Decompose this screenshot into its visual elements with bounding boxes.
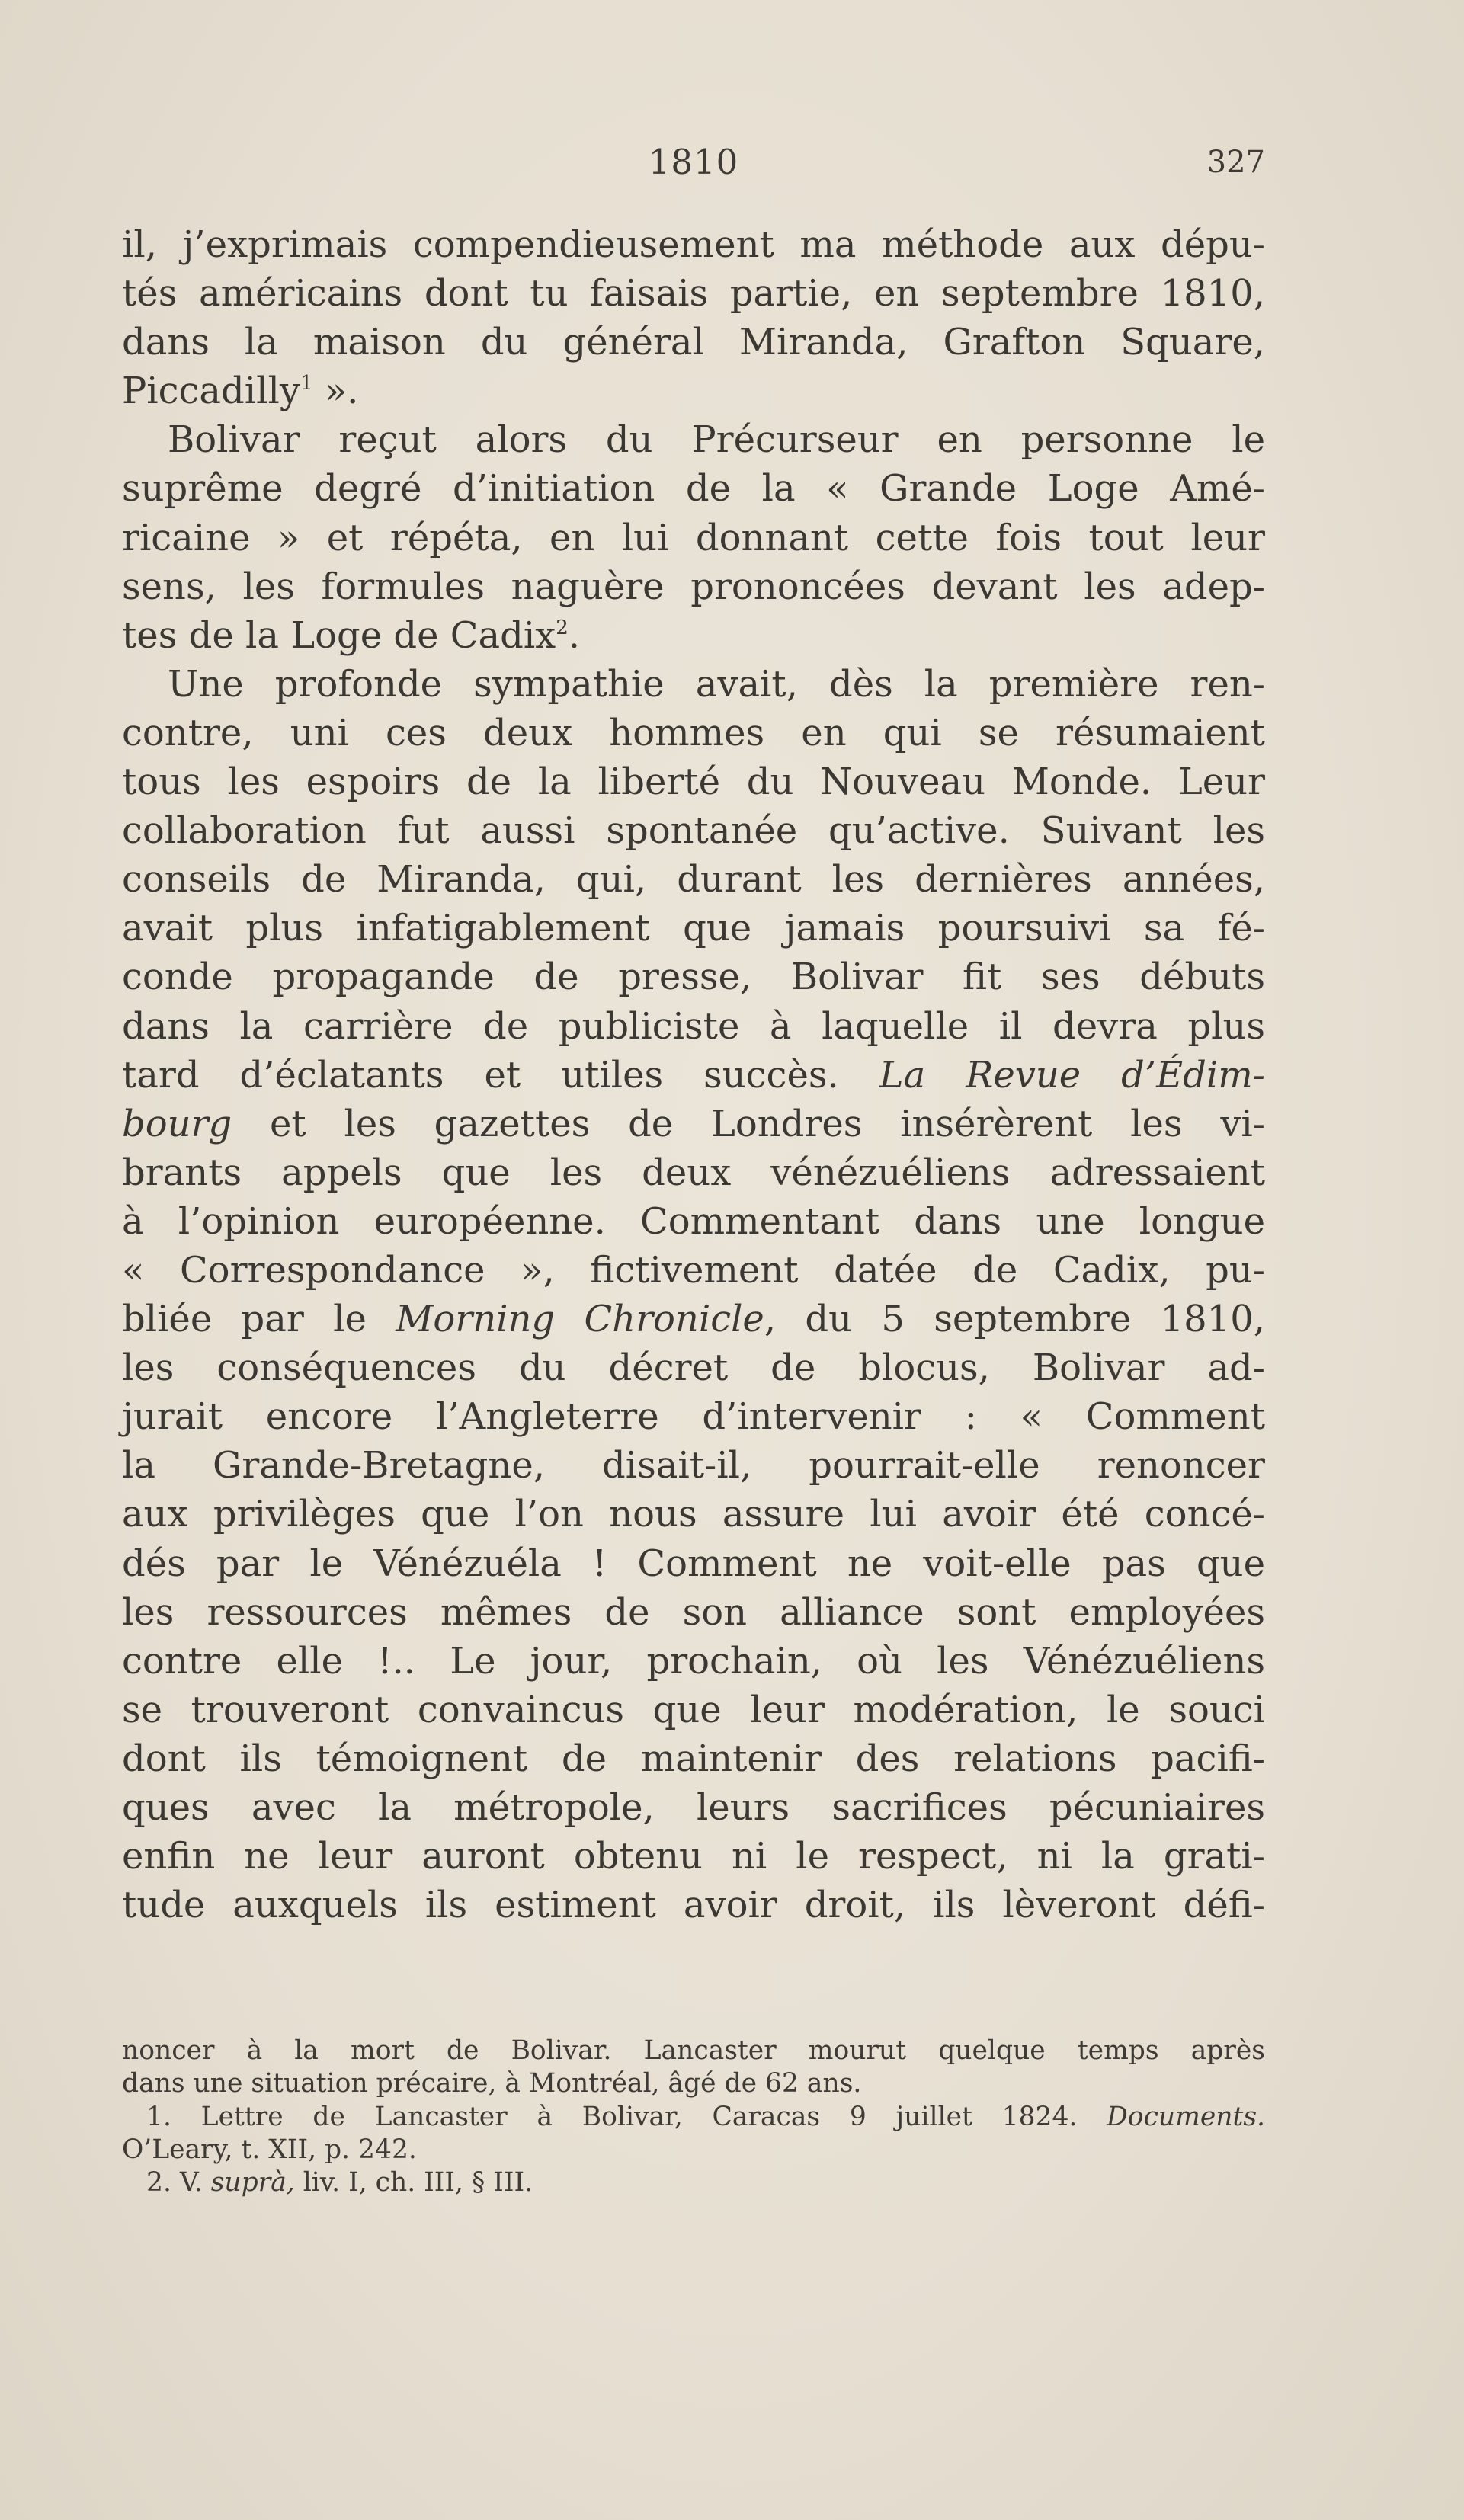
text-line: avait plus infatigablement que jamais poursuivi sa fé- — [122, 907, 1265, 950]
text-line: tes de la Loge de Cadix$^2$. — [122, 613, 581, 657]
text-line: contre elle !.. Le jour, prochain, où les Vénézuéliens — [122, 1639, 1265, 1683]
text-line: les ressources mêmes de son alliance sont employées — [122, 1590, 1265, 1634]
text-line: Une profonde sympathie avait, dès la première ren- — [168, 662, 1265, 706]
main-text — [122, 220, 1265, 1929]
text-line: à l’opinion européenne. Commentant dans une longue — [122, 1199, 1265, 1243]
text-line: tard d’éclatants et utiles succès. La Revue d’Édim- — [122, 1053, 1265, 1097]
text-line: la Grande-Bretagne, disait-il, pourrait-elle renoncer — [122, 1444, 1265, 1487]
text-line: enfin ne leur auront obtenu ni le respect, ni la grati- — [122, 1835, 1265, 1878]
text-line: « Correspondance », fictivement datée de Cadix, pu- — [122, 1248, 1265, 1292]
text-line: tés américains dont tu faisais partie, en septembre 1810, — [122, 272, 1265, 315]
journal-title: La Revue d’Édim- — [879, 1053, 1265, 1097]
text-line: il, j’exprimais compendieusement ma méthode aux dépu- — [122, 223, 1265, 266]
text-line: Bolivar reçut alors du Précurseur en personne le — [168, 418, 1265, 462]
page-number: 327 — [1206, 145, 1265, 180]
text-line: sens, les formules naguère prononcées devant les adep- — [122, 565, 1265, 608]
newspaper-title: Morning Chronicle — [396, 1298, 764, 1341]
text-line: jurait encore l’Angleterre d’intervenir : « Comment — [122, 1395, 1265, 1439]
text-line: les conséquences du décret de blocus, Bolivar ad- — [122, 1346, 1265, 1390]
footnote-line: noncer à la mort de Bolivar. Lancaster mourut quelque temps après — [122, 2035, 1265, 2066]
text-line: conde propagande de presse, Bolivar fit ses débuts — [122, 956, 1265, 999]
text-line: dont ils témoignent de maintenir des relations pacifi- — [122, 1737, 1265, 1780]
text-line: ricaine » et répéta, en lui donnant cette fois tout leur — [122, 516, 1265, 559]
text-line: suprême degré d’initiation de la « Grande Loge Amé- — [122, 467, 1265, 511]
journal-title-end: bourg — [122, 1102, 232, 1145]
text-line: bliée par le Morning Chronicle, du 5 septembre 1810, — [122, 1298, 1266, 1341]
text-line: tude auxquels ils estiment avoir droit, ils lèveront défi- — [122, 1884, 1265, 1927]
footnote-ref: 1 — [300, 372, 313, 395]
footnotes — [122, 2035, 1265, 2199]
text-line: brants appels que les deux vénézuéliens adressaient — [122, 1151, 1265, 1194]
text-line: aux privilèges que l’on nous assure lui avoir été concé- — [122, 1493, 1265, 1536]
text-line: conseils de Miranda, qui, durant les dernières années, — [122, 858, 1265, 901]
text-line: dans la carrière de publiciste à laquelle il devra plus — [122, 1004, 1265, 1048]
text-line: contre, uni ces deux hommes en qui se résumaient — [122, 711, 1265, 754]
footnote-1: 1. Lettre de Lancaster à Bolivar, Caracas 9 juillet 1824. Documents. — [146, 2101, 1265, 2132]
text-line: collaboration fut aussi spontanée qu’active. Suivant les — [122, 809, 1265, 853]
text-line: tous les espoirs de la liberté du Nouveau Monde. Leur — [122, 760, 1265, 804]
text-line: se trouveront convaincus que leur modération, le souci — [122, 1688, 1265, 1731]
footnote-ref: 2 — [556, 616, 569, 639]
footnote-line: O’Leary, t. XII, p. 242. — [122, 2134, 417, 2165]
footnote-2: 2. V. suprà, liv. I, ch. III, § III. — [146, 2167, 533, 2198]
page-header — [122, 142, 1265, 187]
text-line: bourg et les gazettes de Londres insérèrent les vi- — [122, 1102, 1265, 1145]
running-head: 1810 — [648, 142, 739, 182]
footnote-line: dans une situation précaire, à Montréal, âgé de 62 ans. — [122, 2068, 862, 2099]
text-line: dans la maison du général Miranda, Grafton Square, — [122, 321, 1265, 364]
text-line: Piccadilly$^1$ ». — [122, 370, 359, 413]
text-line: ques avec la métropole, leurs sacrifices pécuniaires — [122, 1786, 1265, 1829]
text-line: dés par le Vénézuéla ! Comment ne voit-elle pas que — [122, 1542, 1265, 1585]
